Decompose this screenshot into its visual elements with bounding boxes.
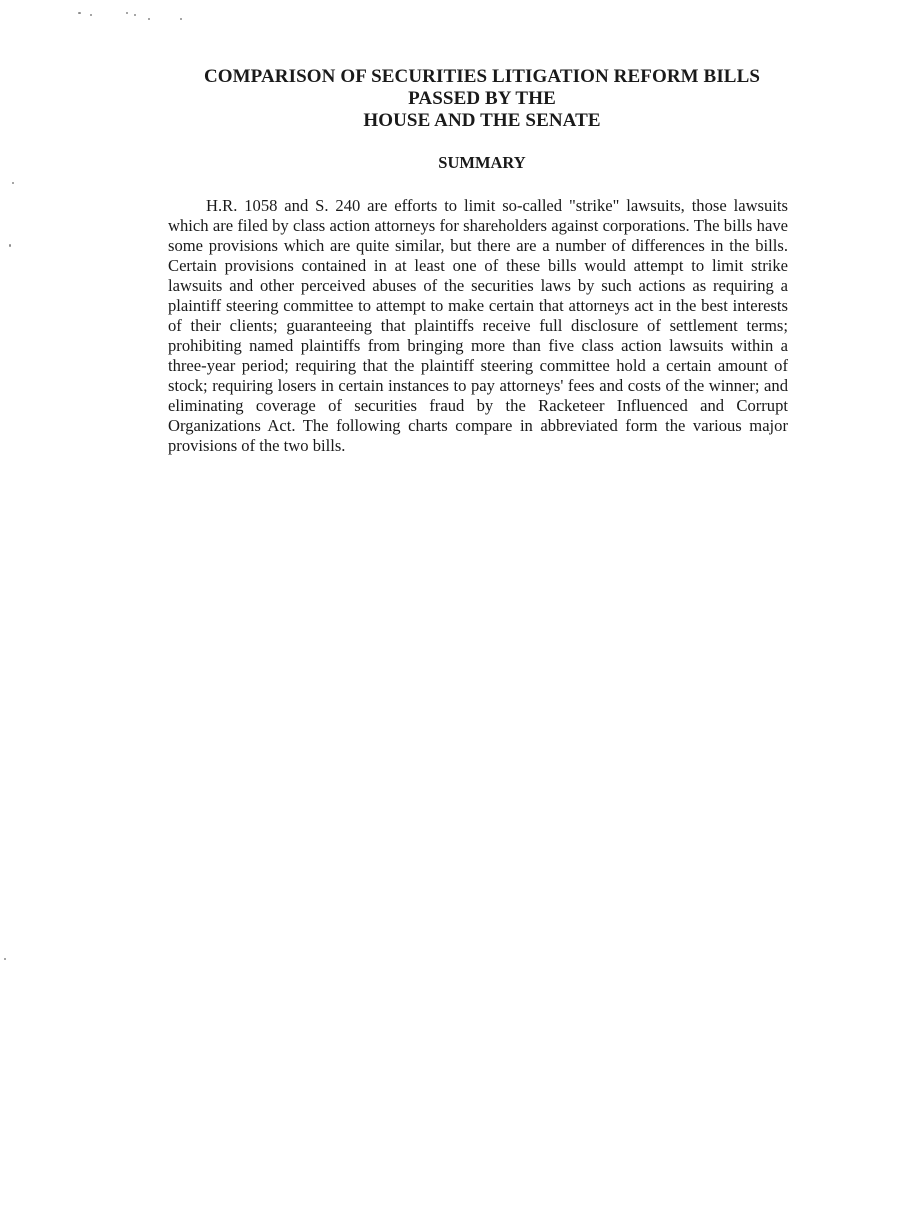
- title-line-1: COMPARISON OF SECURITIES LITIGATION REFORM BILLS: [203, 66, 761, 87]
- scan-speck: [180, 18, 182, 20]
- title-line-2: PASSED BY THE: [408, 88, 556, 109]
- scan-speck: [78, 12, 81, 14]
- scan-speck: [126, 12, 128, 14]
- scan-speck: [148, 18, 150, 20]
- scan-speck: [12, 182, 14, 184]
- scan-speck: [134, 14, 136, 16]
- title-line-3: HOUSE AND THE SENATE: [363, 110, 601, 131]
- scan-speck: [90, 14, 92, 16]
- scan-speck: [9, 244, 11, 247]
- scan-speck: [4, 958, 6, 960]
- summary-paragraph: H.R. 1058 and S. 240 are efforts to limit so-called "strike" lawsuits, those lawsuits which are filed by class action attorneys for shareholders against corporations. The bills have some provisions which are quite similar, but there are a number of differences in the bills. Certain provisions contained in at least one of these bills would attempt to limit strike lawsuits and other perceived abuses of the securities laws by such actions as requiring a plaintiff steering committee to attempt to make certain that attorneys act in the best interests of their clients; guaranteeing that plaintiffs receive full disclosure of settlement terms; prohibiting named plaintiffs from bringing more than five class action lawsuits within a three-year period; requiring that the plaintiff steering committee hold a certain amount of stock; requiring losers in certain instances to pay attorneys' fees and costs of the winner; and eliminating coverage of securities fraud by the Racketeer Influenced and Corrupt Organizations Act. The following charts compare in abbreviated form the various major provisions of the two bills.: [168, 196, 788, 455]
- summary-heading: SUMMARY: [438, 153, 526, 172]
- document-title: [168, 66, 796, 132]
